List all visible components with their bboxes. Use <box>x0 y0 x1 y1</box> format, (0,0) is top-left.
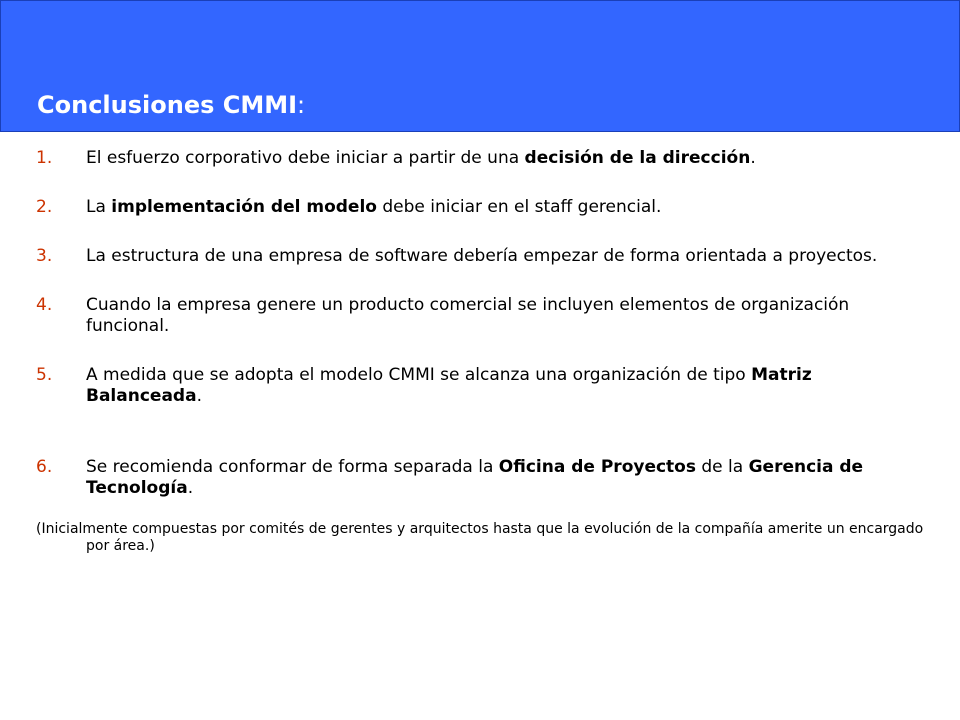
slide-title <box>37 91 305 119</box>
item-number: 4. <box>36 295 53 315</box>
bold-run: decisión de la dirección <box>524 148 751 168</box>
title-banner <box>0 0 960 132</box>
note-item <box>36 521 926 555</box>
text-run: La <box>86 197 112 217</box>
conclusion-item-5 <box>36 365 926 407</box>
item-number: 6. <box>36 457 53 477</box>
item-text <box>86 197 661 217</box>
bold-run: implementación del modelo <box>111 197 377 217</box>
item-number: 1. <box>36 148 53 168</box>
conclusion-item-3 <box>36 246 926 267</box>
text-run: Se recomienda conformar de forma separada la <box>86 457 499 477</box>
conclusion-item-2 <box>36 197 926 218</box>
item-text <box>86 148 756 168</box>
bold-run: Oficina de Proyectos <box>498 457 696 477</box>
item-number: 2. <box>36 197 53 217</box>
conclusion-item-4 <box>36 295 926 337</box>
conclusions-list <box>36 148 926 555</box>
item-text <box>86 246 877 266</box>
conclusion-item-1 <box>36 148 926 169</box>
text-run: . <box>196 386 202 406</box>
slide-title-text: Conclusiones CMMI <box>37 91 298 119</box>
item-text <box>86 365 812 406</box>
text-run: . <box>187 478 194 498</box>
bold-run: Matriz Balanceada <box>86 365 812 406</box>
text-run: de la <box>695 457 749 477</box>
item-number: 5. <box>36 365 53 385</box>
text-run: . <box>750 148 756 168</box>
slide-title-colon: : <box>297 91 306 119</box>
item-text <box>86 295 849 336</box>
conclusion-item-6 <box>36 457 926 499</box>
text-run: La estructura de una empresa de software debería empezar de forma orientada a proyectos. <box>86 246 878 266</box>
bold-run: Gerencia de Tecnología <box>86 457 864 498</box>
footnote-text: (Inicialmente compuestas por comités de gerentes y arquitectos hasta que la evolución de la compañía amerite un encargado por área.) <box>36 521 924 554</box>
text-run: El esfuerzo corporativo debe iniciar a partir de una <box>86 148 525 168</box>
item-number: 3. <box>36 246 53 266</box>
text-run: A medida que se adopta el modelo CMMI se alcanza una organización de tipo <box>86 365 752 385</box>
text-run: Cuando la empresa genere un producto comercial se incluyen elementos de organización funcional. <box>86 295 850 336</box>
item-text <box>86 457 863 498</box>
text-run: debe iniciar en el staff gerencial. <box>376 197 662 217</box>
